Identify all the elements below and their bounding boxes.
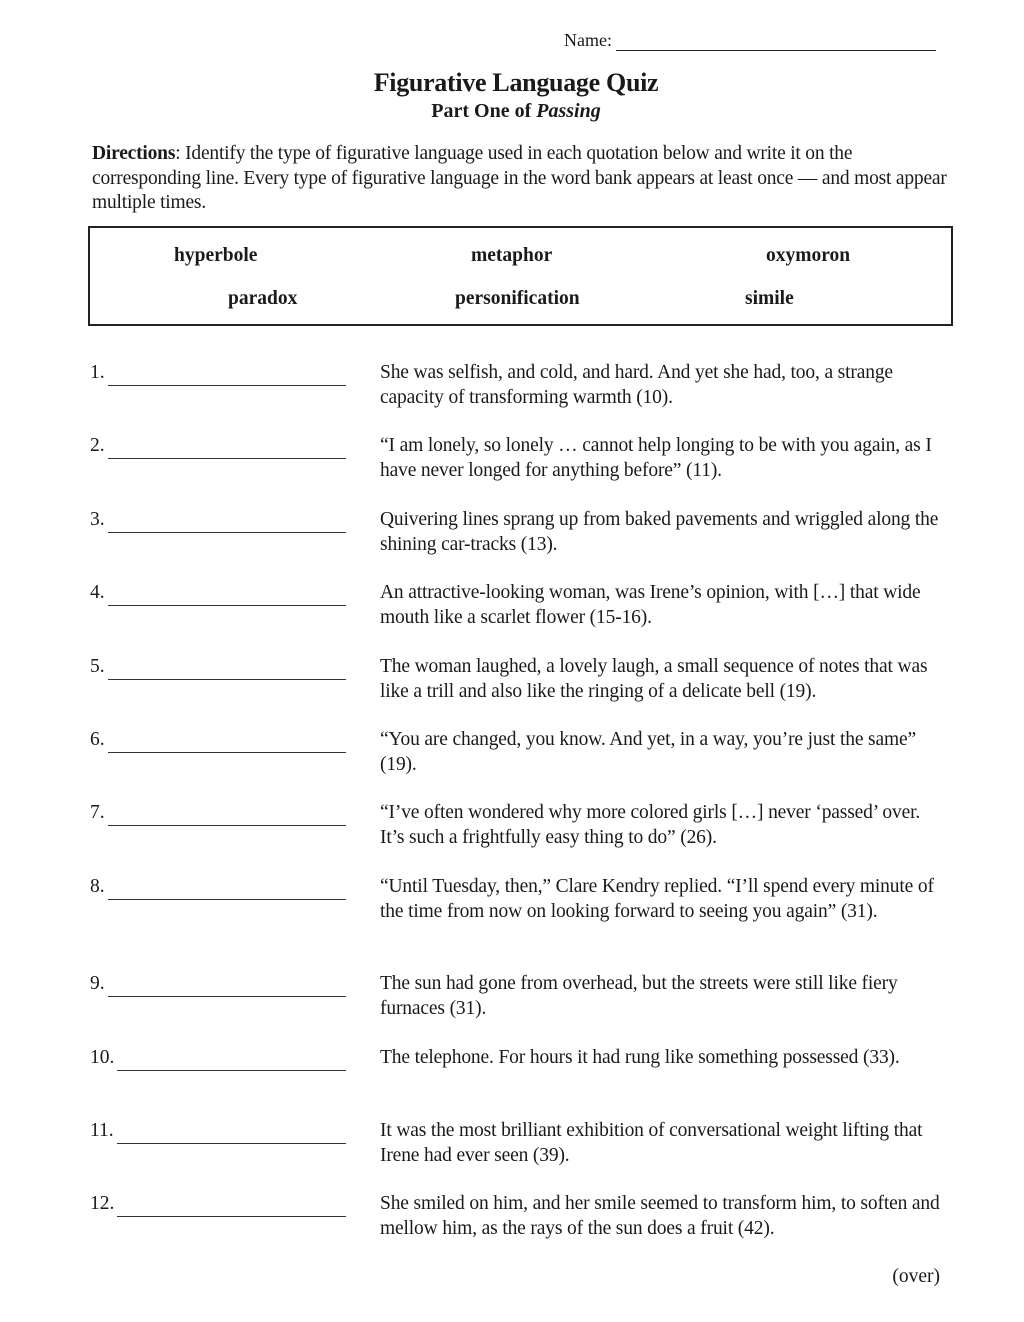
answer-blank[interactable] (117, 1197, 346, 1217)
word-bank-term: oxymoron (766, 245, 851, 266)
quiz-title: Figurative Language Quiz (373, 68, 659, 97)
quotation-text: The telephone. For hours it had rung like something possessed (33). (380, 1047, 900, 1068)
quotation-text: “Until Tuesday, then,” Clare Kendry replied. “I’ll spend every minute of the time from now on looking forward to seeing you again” (31). (380, 876, 934, 922)
question-number (90, 1192, 346, 1217)
question-number (90, 1046, 346, 1071)
quotation-text: An attractive-looking woman, was Irene’s opinion, with […] that wide mouth like a scarlet flower (15-16). (380, 582, 921, 628)
subtitle-prefix: Part One of (431, 100, 537, 122)
book-title: Passing (536, 100, 601, 122)
quotation-text: She was selfish, and cold, and hard. And yet she had, too, a strange capacity of transforming warmth (10). (380, 362, 893, 408)
question-number-label: 6. (90, 729, 105, 750)
name-label: Name: (564, 30, 612, 50)
question-number (90, 655, 346, 680)
directions-paragraph (92, 142, 952, 216)
question-number (90, 1119, 346, 1144)
quotation-text: The woman laughed, a lovely laugh, a small sequence of notes that was like a trill and also like the ringing of a delicate bell (19). (380, 656, 928, 702)
answer-blank[interactable] (108, 366, 346, 386)
directions-label: Directions (92, 143, 176, 164)
answer-blank[interactable] (108, 660, 346, 680)
question-number-label: 8. (90, 876, 105, 897)
over-page-indicator: (over) (892, 1266, 940, 1287)
word-bank-term: personification (455, 288, 580, 309)
quotation-text: “You are changed, you know. And yet, in a way, you’re just the same” (19). (380, 729, 917, 775)
question-number (90, 581, 346, 606)
question-number (90, 875, 346, 900)
answer-blank[interactable] (108, 733, 346, 753)
question-number (90, 508, 346, 533)
question-number-label: 10. (90, 1047, 115, 1068)
question-number (90, 361, 346, 386)
word-bank-term: metaphor (471, 245, 553, 266)
name-input-line[interactable] (616, 32, 936, 51)
question-number-label: 11. (90, 1120, 114, 1141)
question-number (90, 434, 346, 459)
directions-text: : Identify the type of figurative language used in each quotation below and write it on the corresponding line. Every type of figurative language in the word bank appears at least once — and most appear multiple times. (92, 143, 947, 213)
question-number-label: 5. (90, 656, 105, 677)
answer-blank[interactable] (108, 439, 346, 459)
question-number (90, 728, 346, 753)
answer-blank[interactable] (117, 1124, 346, 1144)
quotation-text: “I am lonely, so lonely … cannot help longing to be with you again, as I have never longed for anything before” (11). (380, 435, 932, 481)
answer-blank[interactable] (108, 977, 346, 997)
question-number-label: 12. (90, 1193, 115, 1214)
question-number-label: 7. (90, 802, 105, 823)
question-number-label: 3. (90, 509, 105, 530)
quotation-text: The sun had gone from overhead, but the streets were still like fiery furnaces (31). (380, 973, 898, 1019)
quotation-text: It was the most brilliant exhibition of conversational weight lifting that Irene had ever seen (39). (380, 1120, 923, 1166)
quotation-text: Quivering lines sprang up from baked pavements and wriggled along the shining car-tracks (13). (380, 509, 939, 555)
quotation-text: She smiled on him, and her smile seemed to transform him, to soften and mellow him, as the rays of the sun does a fruit (42). (380, 1193, 940, 1239)
word-bank-box (88, 226, 953, 326)
answer-blank[interactable] (108, 513, 346, 533)
answer-blank[interactable] (108, 806, 346, 826)
question-number-label: 2. (90, 435, 105, 456)
word-bank-term: simile (745, 288, 794, 309)
name-field-row (564, 30, 944, 51)
answer-blank[interactable] (108, 586, 346, 606)
answer-blank[interactable] (108, 880, 346, 900)
word-bank-term: hyperbole (174, 245, 258, 266)
question-number (90, 972, 346, 997)
quiz-subtitle (0, 100, 1024, 123)
question-number-label: 9. (90, 973, 105, 994)
question-number-label: 4. (90, 582, 105, 603)
word-bank-term: paradox (228, 288, 298, 309)
quotation-text: “I’ve often wondered why more colored girls […] never ‘passed’ over. It’s such a frightfully easy thing to do” (26). (380, 802, 921, 848)
question-number-label: 1. (90, 362, 105, 383)
question-number (90, 801, 346, 826)
answer-blank[interactable] (117, 1051, 346, 1071)
